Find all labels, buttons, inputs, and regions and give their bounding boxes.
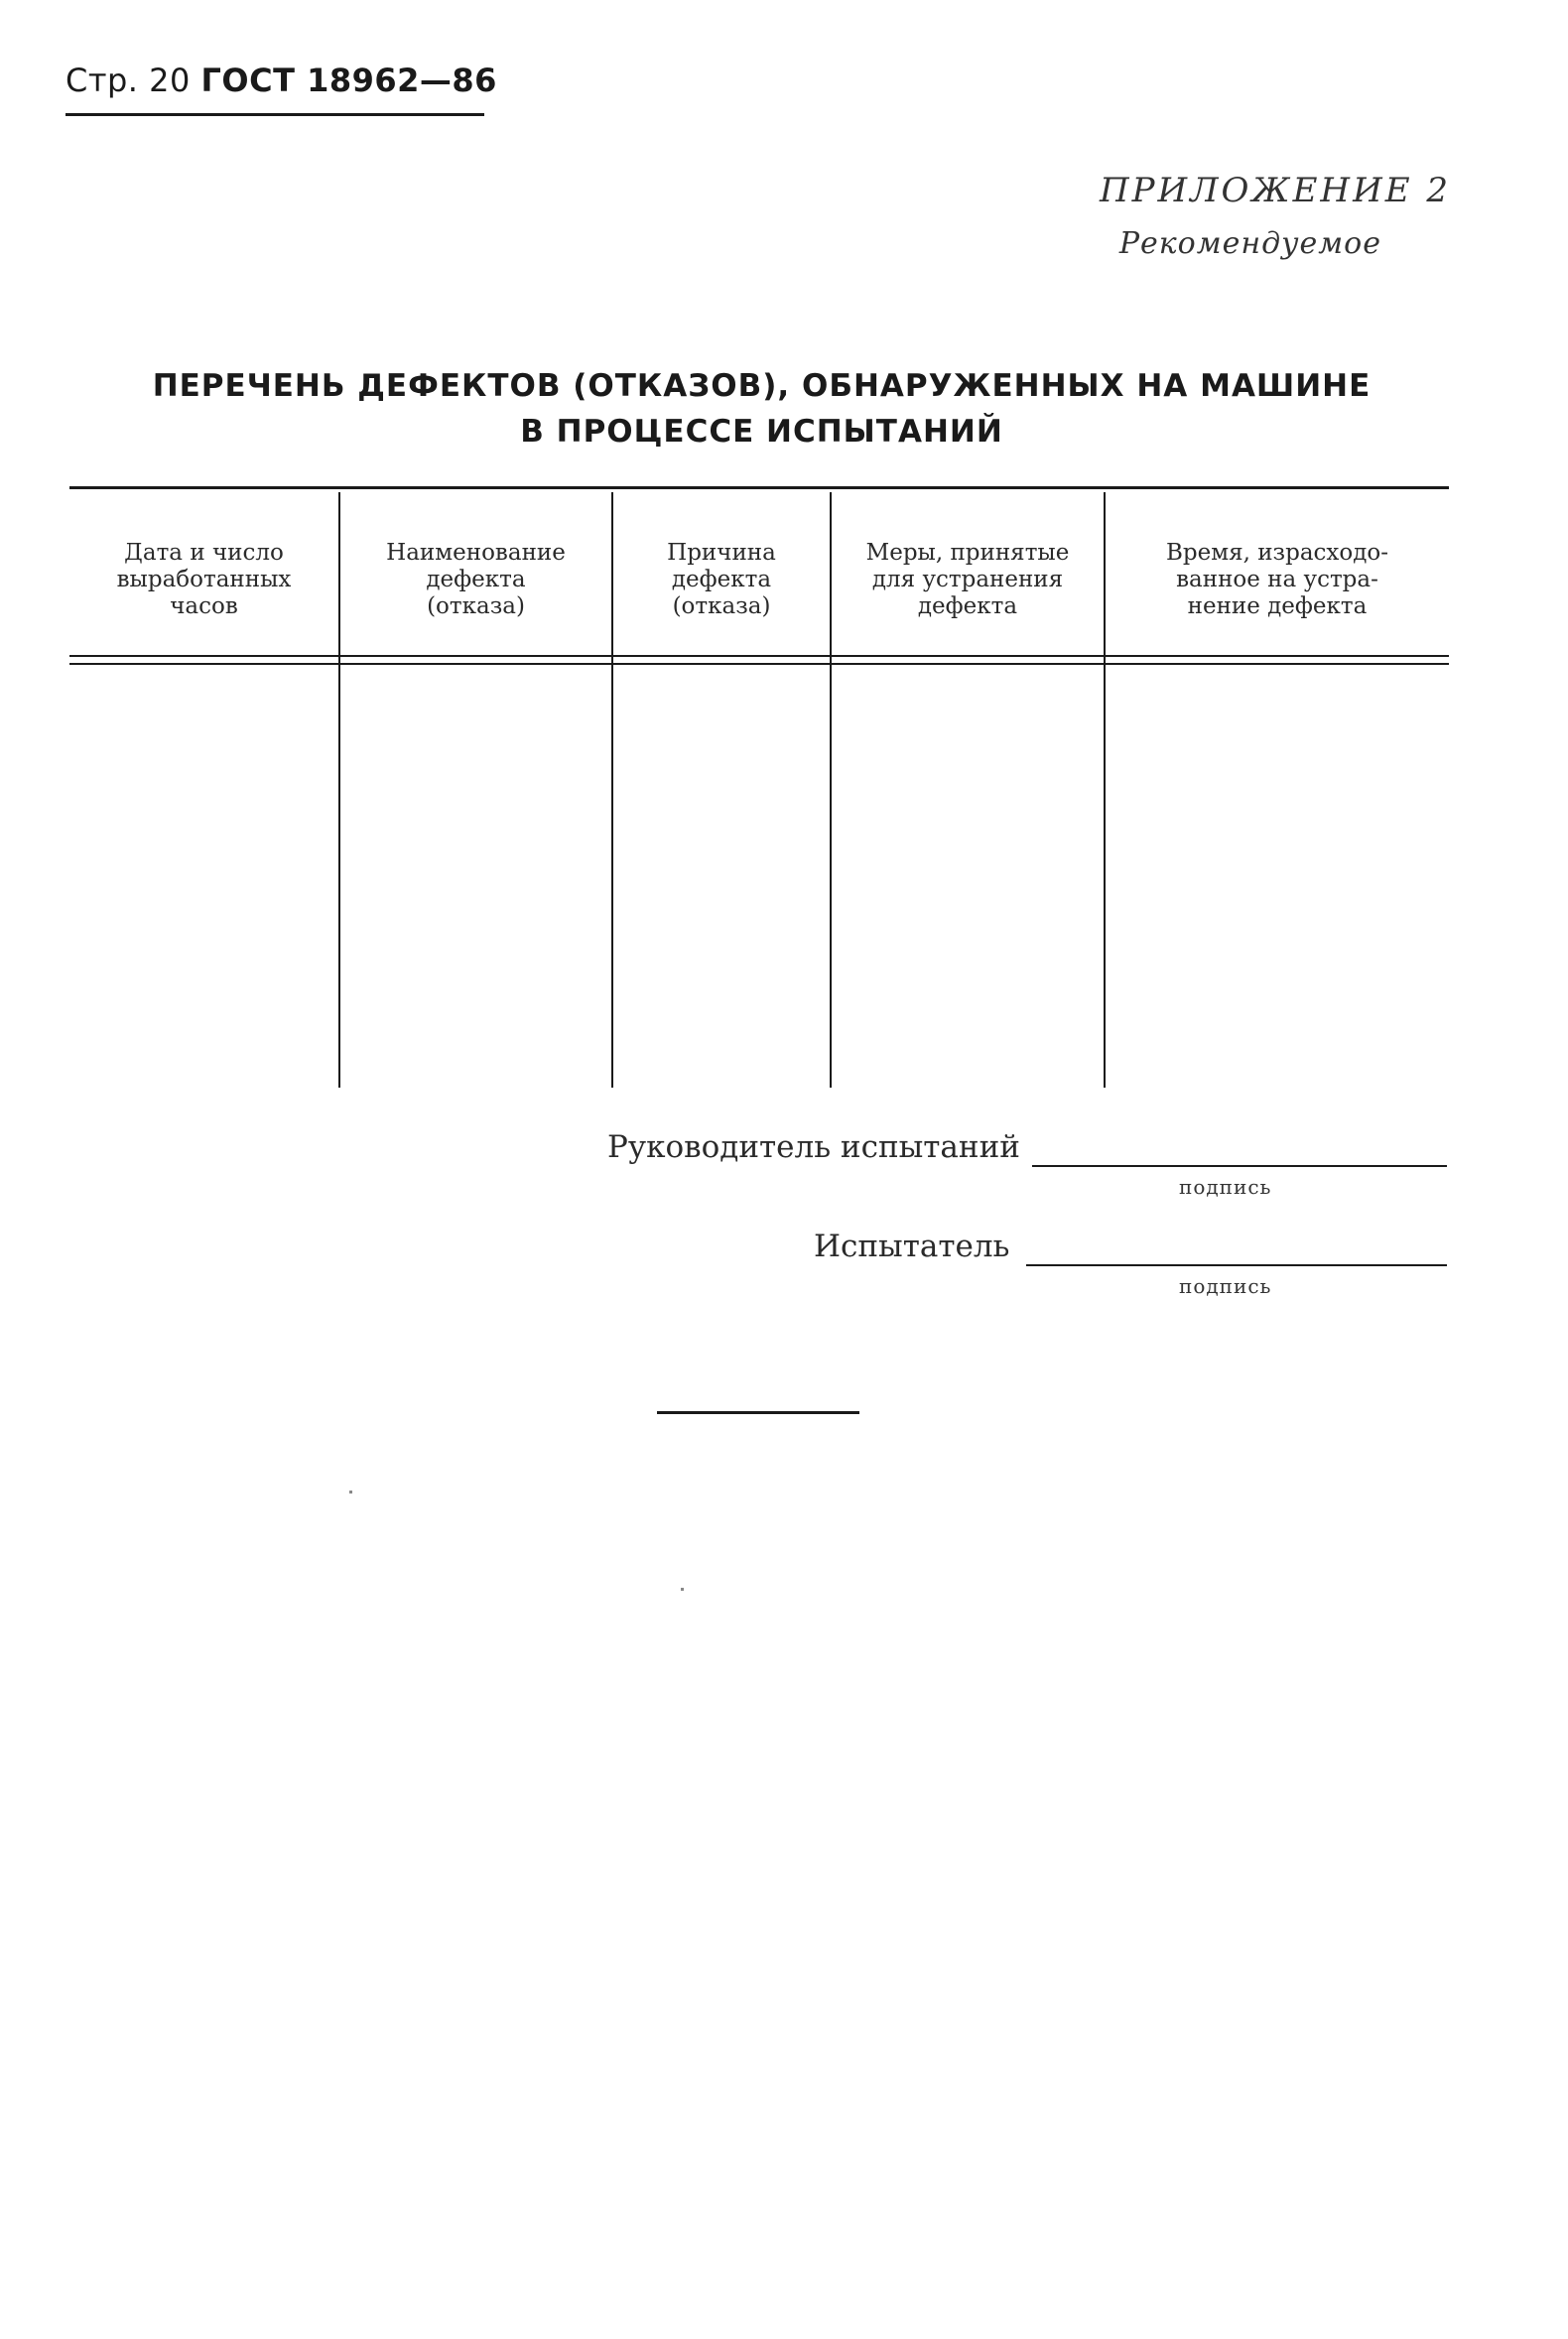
supervisor-signature-line[interactable] <box>1032 1165 1447 1167</box>
column-header-line: Меры, принятые <box>865 540 1070 566</box>
scan-speck <box>349 1491 352 1494</box>
column-header-line: Время, израсходо- <box>1165 540 1389 566</box>
column-header-line: дефекта <box>917 593 1018 619</box>
column-header-line: дефекта <box>671 567 772 592</box>
supervisor-signature-caption: подпись <box>1179 1175 1272 1199</box>
column-header-line: дефекта <box>426 567 526 592</box>
appendix-status: Рекомендуемое <box>1118 226 1381 261</box>
column-header-time-spent <box>1106 540 1449 620</box>
column-header-line: Наименование <box>386 540 566 566</box>
tester-label: Испытатель <box>814 1229 1010 1264</box>
defects-table <box>69 486 1449 1087</box>
table-header-rule <box>69 655 1449 657</box>
column-header-line: Дата и число <box>124 540 284 566</box>
table-header-rule-double <box>69 663 1449 665</box>
column-header-line: выработанных <box>116 567 292 592</box>
end-of-section-rule <box>657 1411 859 1414</box>
column-header-line: (отказа) <box>672 593 771 619</box>
column-header-line: ванное на устра- <box>1176 567 1378 592</box>
supervisor-label: Руководитель испытаний <box>607 1129 1020 1165</box>
page-number: Стр. 20 <box>65 62 191 99</box>
column-header-date-hours <box>69 540 338 620</box>
column-header-measures <box>832 540 1104 620</box>
column-header-line: для устранения <box>871 567 1064 592</box>
tester-signature-line[interactable] <box>1026 1264 1447 1266</box>
scan-speck <box>681 1588 684 1591</box>
column-header-defect-name <box>340 540 611 620</box>
table-top-rule <box>69 486 1449 489</box>
column-header-line: (отказа) <box>427 593 525 619</box>
column-header-defect-cause <box>613 540 830 620</box>
column-header-line: нение дефекта <box>1187 593 1368 619</box>
title-line-2: В ПРОЦЕССЕ ИСПЫТАНИЙ <box>520 414 1003 450</box>
document-title <box>69 363 1454 455</box>
column-header-line: часов <box>170 593 238 619</box>
column-header-line: Причина <box>667 540 776 566</box>
page-header <box>65 62 497 99</box>
appendix-title: ПРИЛОЖЕНИЕ 2 <box>1099 171 1451 210</box>
header-rule <box>65 113 484 116</box>
tester-signature-caption: подпись <box>1179 1274 1272 1298</box>
title-line-1: ПЕРЕЧЕНЬ ДЕФЕКТОВ (ОТКАЗОВ), ОБНАРУЖЕННЫХ НА МАШИНЕ <box>152 368 1372 404</box>
standard-number: ГОСТ 18962—86 <box>200 62 497 99</box>
